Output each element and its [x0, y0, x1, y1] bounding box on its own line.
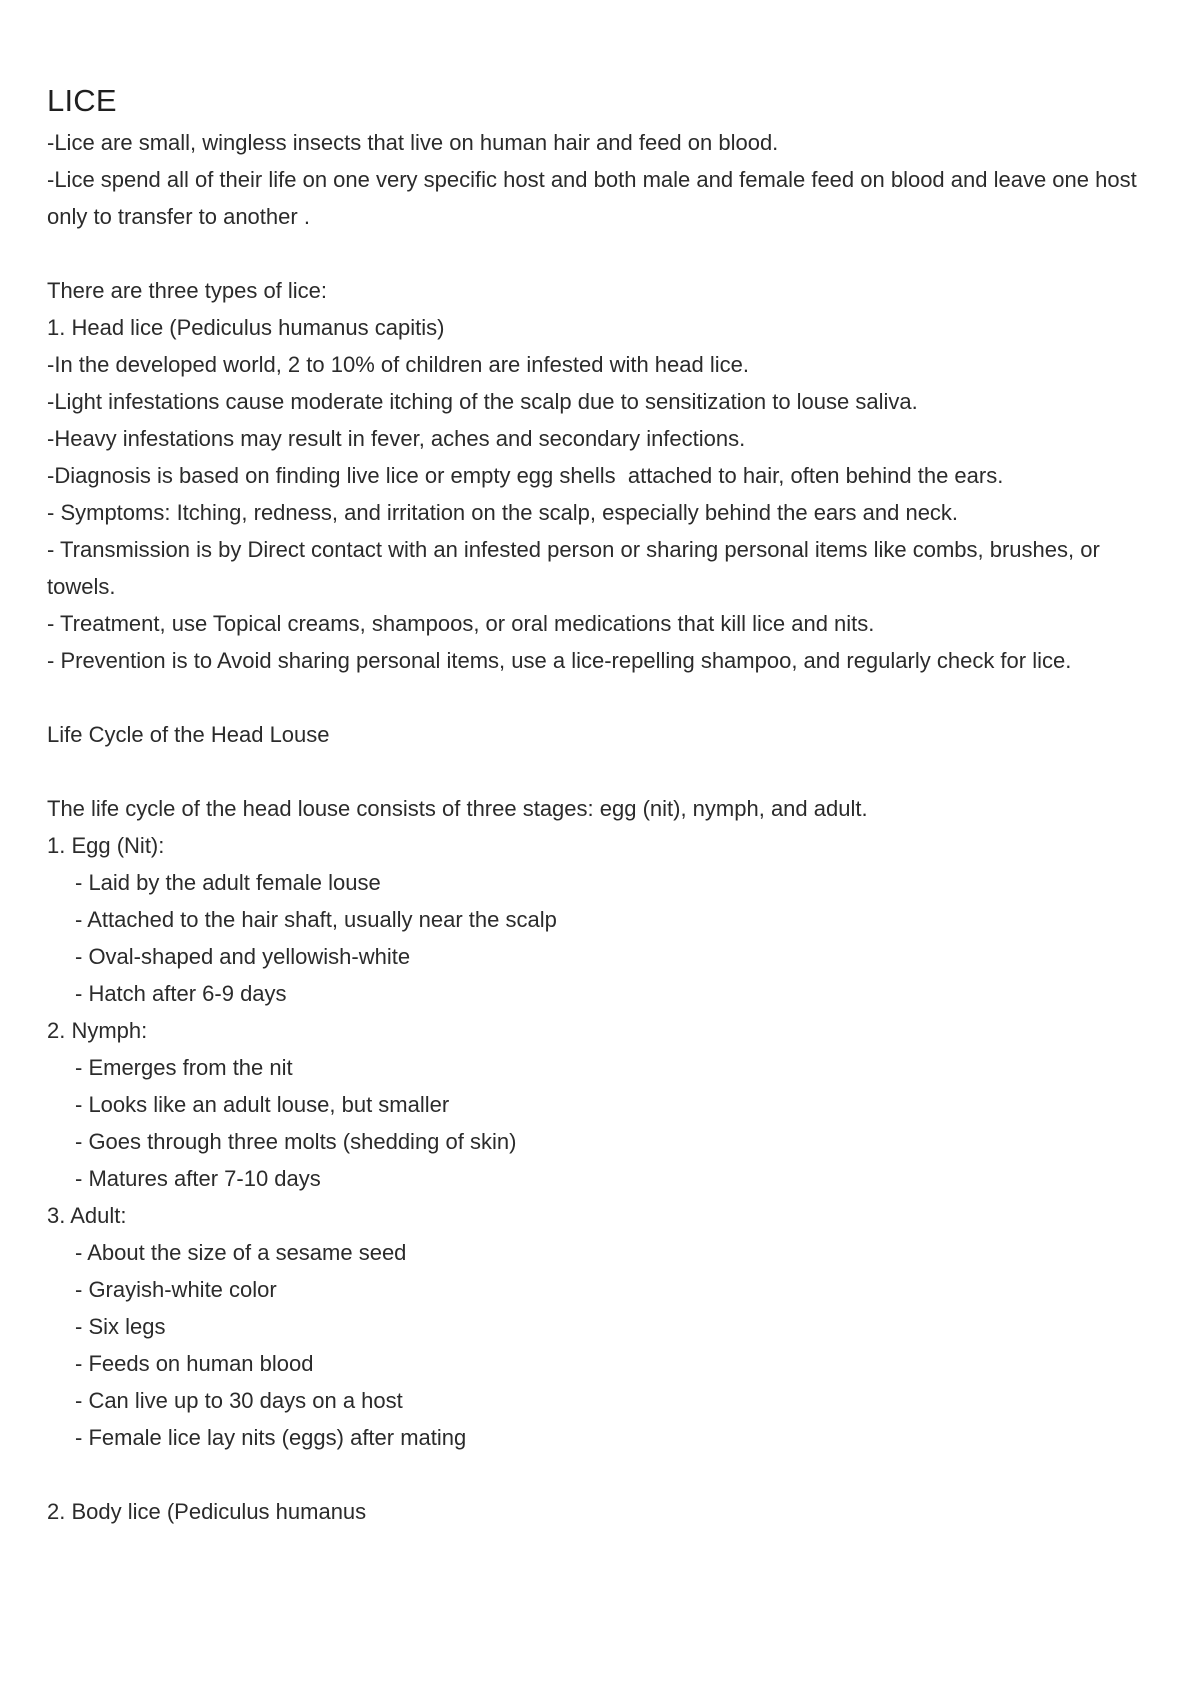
- head-lice-point: - Transmission is by Direct contact with an infested person or sharing personal items like combs, brushes, or towels.: [47, 537, 1106, 599]
- stage-point: - Goes through three molts (shedding of skin): [75, 1129, 517, 1154]
- types-intro: There are three types of lice:: [47, 278, 328, 303]
- document-title: LICE: [47, 83, 117, 118]
- stage-point: - Matures after 7-10 days: [75, 1166, 321, 1191]
- stage-point: - Six legs: [75, 1314, 166, 1339]
- head-lice-point: - Symptoms: Itching, redness, and irritation on the scalp, especially behind the ears and neck.: [47, 500, 959, 525]
- stage-point: - Laid by the adult female louse: [75, 870, 381, 895]
- intro-line: -Lice spend all of their life on one very specific host and both male and female feed on blood and leave one host only to transfer to another .: [47, 167, 1143, 229]
- spacer: [47, 1456, 1167, 1493]
- spacer: [47, 235, 1167, 272]
- spacer: [47, 679, 1167, 716]
- stage-point: - Can live up to 30 days on a host: [75, 1388, 403, 1413]
- stage-point: - Female lice lay nits (eggs) after mating: [75, 1425, 467, 1450]
- head-lice-heading: 1. Head lice (Pediculus humanus capitis): [47, 315, 445, 340]
- body-lice-heading: 2. Body lice (Pediculus humanus: [47, 1499, 367, 1524]
- stage-label-adult: 3. Adult:: [47, 1203, 127, 1228]
- stage-point: - About the size of a sesame seed: [75, 1240, 407, 1265]
- stage-point: - Looks like an adult louse, but smaller: [75, 1092, 450, 1117]
- head-lice-point: -Diagnosis is based on finding live lice or empty egg shells attached to hair, often behind the ears.: [47, 463, 1004, 488]
- stage-label-egg: 1. Egg (Nit):: [47, 833, 165, 858]
- stage-point: - Oval-shaped and yellowish-white: [75, 944, 411, 969]
- stage-point: - Emerges from the nit: [75, 1055, 293, 1080]
- stage-point: - Attached to the hair shaft, usually near the scalp: [75, 907, 557, 932]
- stage-point: - Grayish-white color: [75, 1277, 277, 1302]
- head-lice-point: -Light infestations cause moderate itching of the scalp due to sensitization to louse saliva.: [47, 389, 918, 414]
- document-page: [47, 80, 1167, 1530]
- head-lice-point: -In the developed world, 2 to 10% of children are infested with head lice.: [47, 352, 749, 377]
- head-lice-point: - Treatment, use Topical creams, shampoos, or oral medications that kill lice and nits.: [47, 611, 875, 636]
- life-cycle-summary: The life cycle of the head louse consists of three stages: egg (nit), nymph, and adult.: [47, 796, 868, 821]
- head-lice-point: - Prevention is to Avoid sharing personal items, use a lice-repelling shampoo, and regularly check for lice.: [47, 648, 1072, 673]
- intro-line: -Lice are small, wingless insects that live on human hair and feed on blood.: [47, 130, 779, 155]
- life-cycle-heading: Life Cycle of the Head Louse: [47, 722, 330, 747]
- stage-point: - Hatch after 6-9 days: [75, 981, 287, 1006]
- head-lice-point: -Heavy infestations may result in fever, aches and secondary infections.: [47, 426, 746, 451]
- stage-label-nymph: 2. Nymph:: [47, 1018, 148, 1043]
- spacer: [47, 753, 1167, 790]
- stage-point: - Feeds on human blood: [75, 1351, 314, 1376]
